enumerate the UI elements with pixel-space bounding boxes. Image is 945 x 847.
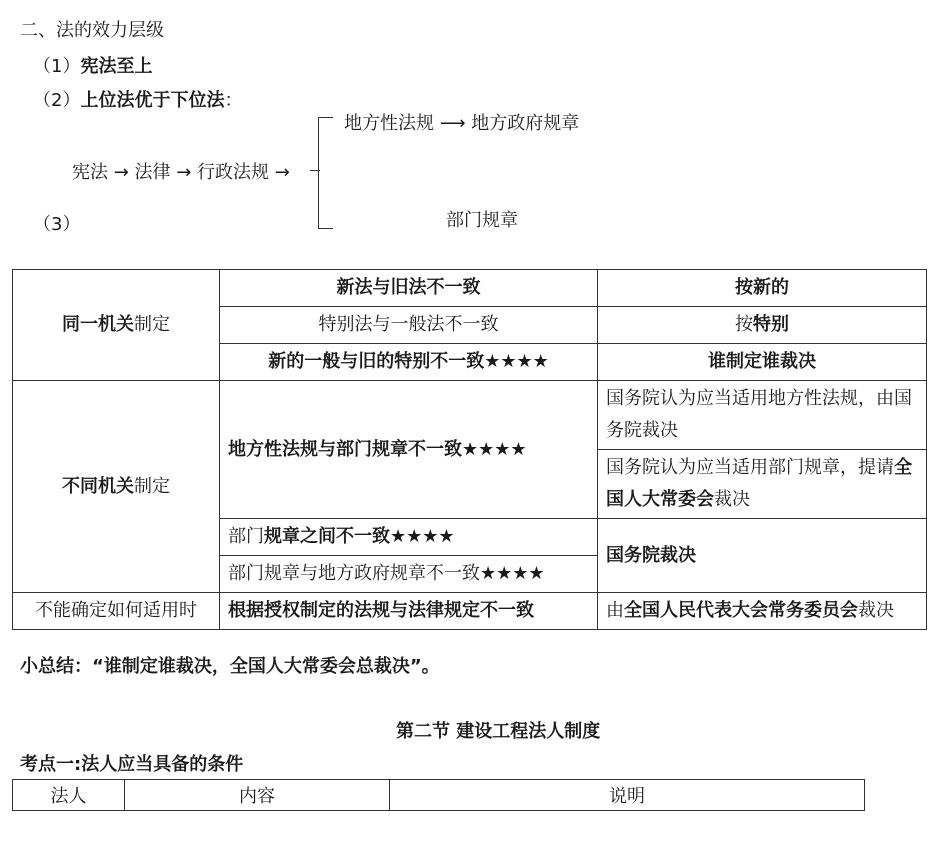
hierarchy-upper-branch: 地方性法规 ⟶ 地方政府规章 <box>344 113 580 134</box>
npc-suffix: 裁决 <box>858 600 894 621</box>
ruling-bold: 全国人大常委会 <box>606 457 912 510</box>
table-cell: 地方性法规与部门规章不一致★★★★ <box>220 381 598 519</box>
table-row <box>13 270 927 307</box>
same-org-bold: 同一机关 <box>62 314 134 335</box>
table-cell <box>598 307 927 344</box>
table-cell: 国务院认为应当适用地方性法规，由国务院裁决 <box>598 381 927 450</box>
case-prefix: 部门 <box>228 526 264 547</box>
table-cell <box>220 519 598 556</box>
list-item-3: （3） <box>33 214 81 235</box>
list-text-bold: 上位法优于下位法 <box>80 90 225 111</box>
list-colon: ： <box>224 90 243 111</box>
table-cell: 按新的 <box>598 270 927 307</box>
validity-conflict-table <box>12 269 927 630</box>
same-org-rest: 制定 <box>134 314 170 335</box>
ruling-suffix: 裁决 <box>714 489 750 510</box>
list-number: （1） <box>33 56 81 77</box>
same-org-cell <box>13 270 220 381</box>
diff-org-rest: 制定 <box>134 475 170 497</box>
table-cell: 新法与旧法不一致 <box>220 270 598 307</box>
ruling-prefix: 国务院认为应当适用部门规章，提请 <box>606 457 894 478</box>
section2-point: 考点一:法人应当具备的条件 <box>20 754 244 775</box>
bracket-line <box>318 117 333 229</box>
bracket-tick <box>310 170 320 171</box>
column-header: 说明 <box>390 780 865 811</box>
column-header: 内容 <box>125 780 390 811</box>
column-header: 法人 <box>13 780 125 811</box>
list-item-1 <box>33 52 152 78</box>
list-text-bold: 宪法至上 <box>80 56 153 77</box>
table-cell: 根据授权制定的法规与法律规定不一致 <box>220 593 598 630</box>
table-cell: 国务院裁决 <box>598 519 927 593</box>
table-cell: 特别法与一般法不一致 <box>220 307 598 344</box>
table-row <box>13 381 927 450</box>
section-heading: 二、法的效力层级 <box>20 20 164 41</box>
case-bold: 规章之间不一致★★★★ <box>264 526 455 547</box>
diff-org-bold: 不同机关 <box>62 475 134 497</box>
table-cell: 不能确定如何适用时 <box>13 593 220 630</box>
table-row <box>13 593 927 630</box>
list-item-2 <box>33 86 242 112</box>
rule-bold: 特别 <box>753 314 789 335</box>
npc-prefix: 由 <box>606 600 624 621</box>
legal-person-table <box>12 779 865 811</box>
table-cell: 谁制定谁裁决 <box>598 344 927 381</box>
summary-text: 小总结：“谁制定谁裁决，全国人大常委会总裁决”。 <box>20 656 440 677</box>
diff-org-cell <box>13 381 220 593</box>
table-header-row <box>13 780 865 811</box>
npc-bold: 全国人民代表大会常务委员会 <box>624 600 858 621</box>
table-cell <box>598 450 927 519</box>
section2-title: 第二节 建设工程法人制度 <box>396 721 601 742</box>
list-number: （2） <box>33 90 81 111</box>
hierarchy-lower-branch: 部门规章 <box>446 210 518 231</box>
table-cell <box>598 593 927 630</box>
table-cell: 新的一般与旧的特别不一致★★★★ <box>220 344 598 381</box>
table-cell: 部门规章与地方政府规章不一致★★★★ <box>220 556 598 593</box>
hierarchy-chain: 宪法 → 法律 → 行政法规 → <box>72 162 290 183</box>
rule-prefix: 按 <box>735 314 753 335</box>
